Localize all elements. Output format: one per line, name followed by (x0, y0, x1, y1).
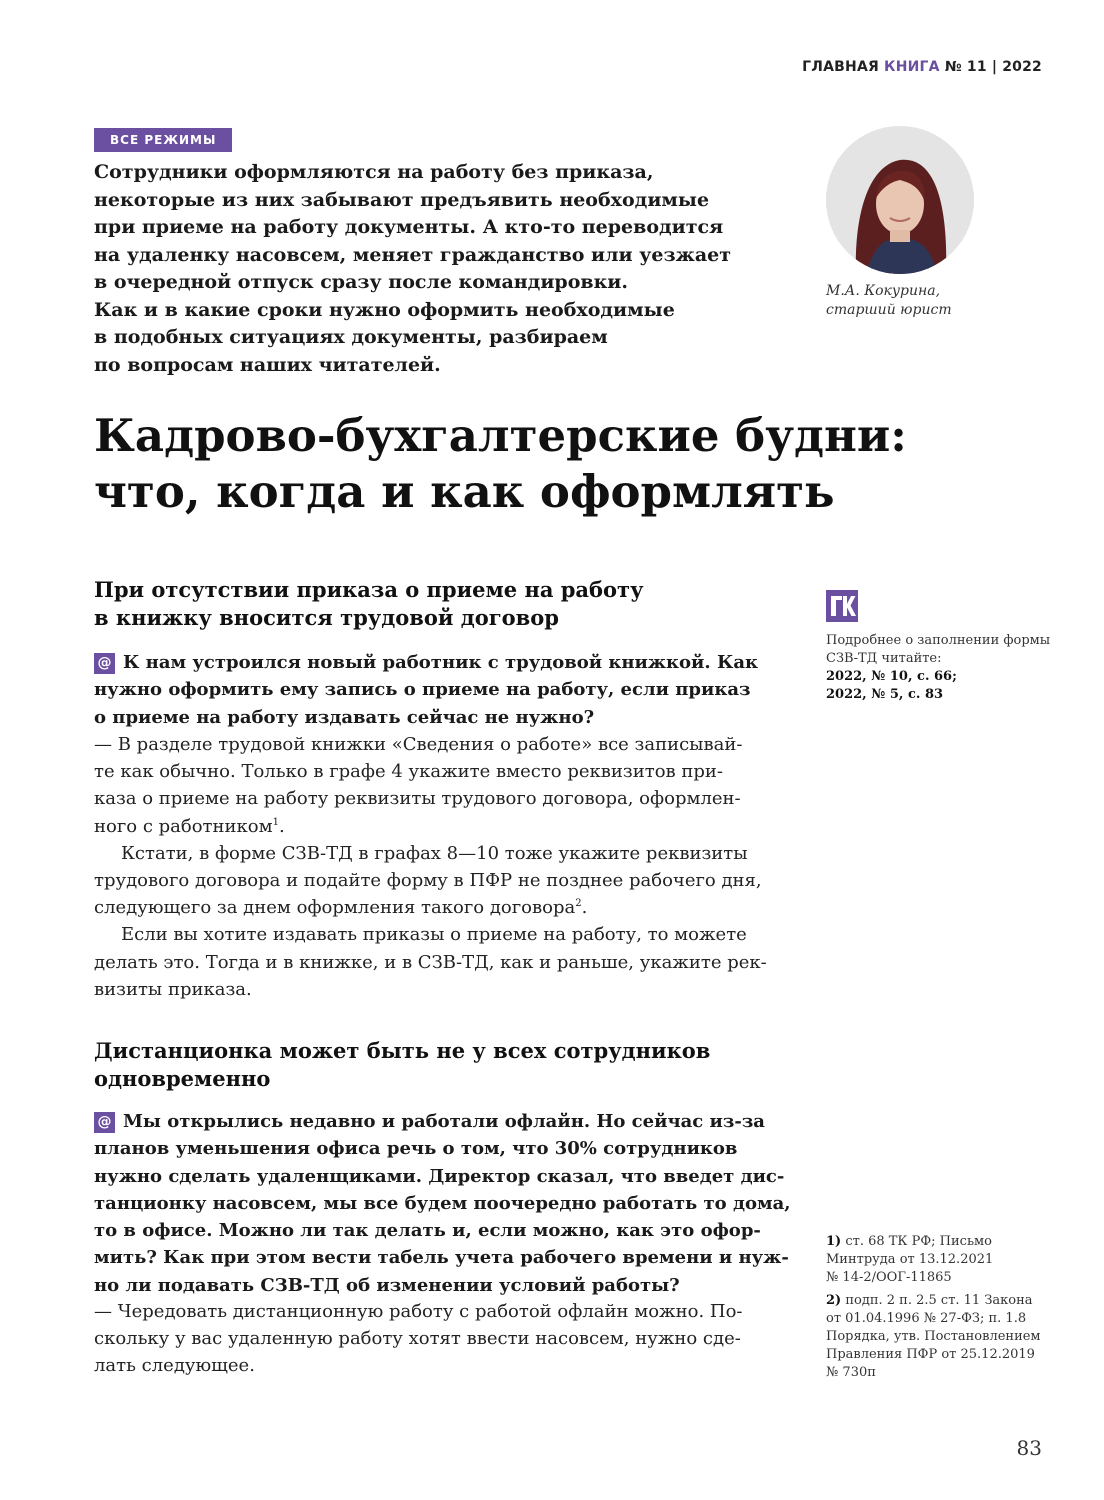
footnote-ref: 1 (272, 816, 279, 828)
reference-link[interactable]: 2022, № 5, с. 83 (826, 687, 944, 702)
lead-line: на удаленку насовсем, меняет гражданство или уезжает (94, 243, 731, 266)
note-line: Подробнее о заполнении формы (826, 633, 1051, 648)
answer-line: визиты приказа. (94, 978, 252, 1000)
author-role: старший юрист (826, 302, 952, 318)
answer-line: Если вы хотите издавать приказы о приеме на работу, то можете (121, 924, 747, 946)
answer-line: те как обычно. Только в графе 4 укажите вместо реквизитов при- (94, 761, 723, 783)
answer-line: Кстати, в форме СЗВ-ТД в графах 8—10 тоже укажите реквизиты (121, 842, 748, 864)
answer-line: каза о приеме на работу реквизиты трудового договора, оформлен- (94, 788, 741, 810)
footnote-ref: 2 (575, 898, 582, 910)
author-name: М.А. Кокурина, (826, 283, 941, 299)
answer-line: — В разделе трудовой книжки «Сведения о работе» все записывай- (94, 734, 743, 755)
answer-line: трудового договора и подайте форму в ПФР не позднее рабочего дня, (94, 870, 762, 892)
footnote-1 (826, 1233, 993, 1287)
section2-question (94, 1108, 791, 1299)
question-line: нужно оформить ему запись о приеме на работу, если приказ (94, 679, 751, 701)
author-avatar (826, 126, 974, 274)
heading-line: При отсутствии приказа о приеме на работу (94, 577, 644, 602)
heading-line: Дистанционка может быть не у всех сотрудников (94, 1038, 711, 1063)
footnote-line: ст. 68 ТК РФ; Письмо (845, 1234, 992, 1249)
footnote-line: Порядка, утв. Постановлением (826, 1329, 1041, 1344)
running-header (802, 59, 1042, 75)
question-line: то в офисе. Можно ли так делать и, если можно, как это офор- (94, 1220, 761, 1242)
at-icon: @ (94, 1112, 115, 1133)
category-tag: ВСЕ РЕЖИМЫ (94, 128, 232, 152)
section1-question (94, 649, 774, 731)
footnote-line: от 01.04.1996 № 27-ФЗ; п. 1.8 (826, 1311, 1027, 1326)
question-line: мить? Как при этом вести табель учета рабочего времени и нуж- (94, 1247, 789, 1269)
lead-line: в очередной отпуск сразу после командировки. (94, 271, 629, 293)
reference-link[interactable]: 2022, № 10, с. 66; (826, 669, 957, 684)
question-line: нужно сделать удаленщиками. Директор сказал, что введет дис- (94, 1165, 785, 1187)
lead-line: в подобных ситуациях документы, разбираем (94, 326, 608, 348)
question-line: о приеме на работу издавать сейчас не нужно? (94, 706, 595, 728)
footnote-line: Правления ПФР от 25.12.2019 (826, 1347, 1035, 1362)
answer-line: ного с работником (94, 815, 273, 837)
author-caption (826, 282, 952, 320)
brand-main: ГЛАВНАЯ (802, 59, 879, 75)
lead-line: некоторые из них забывают предъявить необходимые (94, 188, 710, 211)
answer-line: — Чередовать дистанционную работу с работой офлайн можно. По- (94, 1301, 743, 1322)
footnote-line: № 730п (826, 1365, 876, 1380)
issue-number: № 11 | 2022 (944, 59, 1042, 75)
footnote-number: 2) (826, 1293, 842, 1308)
answer-line: скольку у вас удаленную работу хотят ввести насовсем, нужно сде- (94, 1328, 741, 1350)
question-line: К нам устроился новый работник с трудовой книжкой. Как (123, 652, 758, 673)
question-line: но ли подавать СЗВ-ТД об изменении условий работы? (94, 1274, 680, 1296)
answer-line: следующего за днем оформления такого договора (94, 897, 576, 919)
footnote-number: 1) (826, 1234, 842, 1249)
author-portrait-icon (826, 126, 974, 274)
at-icon: @ (94, 653, 115, 674)
question-line: Мы открылись недавно и работали офлайн. Но сейчас из-за (123, 1111, 765, 1132)
lead-line: по вопросам наших читателей. (94, 353, 441, 376)
note-line: СЗВ-ТД читайте: (826, 651, 942, 666)
title-line: Кадрово-бухгалтерские будни: (94, 409, 907, 462)
section1-answer: — В разделе трудовой книжки «Сведения о работе» все записывай- те как обычно. Только в графе 4 укажите вместо реквизитов при- каза о приеме на работу реквизиты трудового договора, оформлен- ного с работником$^1$. Кстати, в форме СЗВ-ТД в графах 8—10 тоже укажите реквизиты трудового договора и подайте форму в ПФР не позднее рабочего дня, следующего за днем оформления такого договора$^2$. Если вы хотите издавать приказы о приеме на работу, то можете делать это. Тогда и в книжке, и в СЗВ-ТД, как и раньше, укажите рек- визиты приказа. (94, 731, 774, 1003)
footnote-line: Минтруда от 13.12.2021 (826, 1252, 994, 1267)
lead-line: при приеме на работу документы. А кто-то переводится (94, 216, 724, 238)
heading-line: в книжку вносится трудовой договор (94, 605, 559, 630)
sidebar-note (826, 632, 1050, 704)
answer-line: делать это. Тогда и в книжке, и в СЗВ-ТД, как и раньше, укажите рек- (94, 951, 767, 973)
lead-line: Сотрудники оформляются на работу без приказа, (94, 161, 654, 183)
question-line: танционку насовсем, мы все будем поочередно работать то дома, (94, 1192, 791, 1214)
article-title (94, 408, 907, 520)
footnote-line: подп. 2 п. 2.5 ст. 11 Закона (845, 1293, 1033, 1308)
section2-heading (94, 1037, 710, 1093)
footnote-2 (826, 1292, 1041, 1382)
heading-line: одновременно (94, 1066, 271, 1091)
brand-accent: КНИГА (884, 59, 940, 75)
title-line: что, когда и как оформлять (94, 465, 835, 518)
footnote-line: № 14-2/ООГ-11865 (826, 1270, 952, 1285)
gk-logo-glyph (826, 590, 858, 622)
page-number: 83 (1016, 1436, 1042, 1460)
lead-paragraph (94, 159, 774, 379)
section1-heading (94, 576, 644, 632)
section2-answer (94, 1298, 774, 1380)
answer-line: лать следующее. (94, 1355, 255, 1377)
question-line: планов уменьшения офиса речь о том, что 30% сотрудников (94, 1138, 738, 1160)
gk-logo-icon (826, 590, 858, 622)
lead-line: Как и в какие сроки нужно оформить необходимые (94, 298, 675, 321)
